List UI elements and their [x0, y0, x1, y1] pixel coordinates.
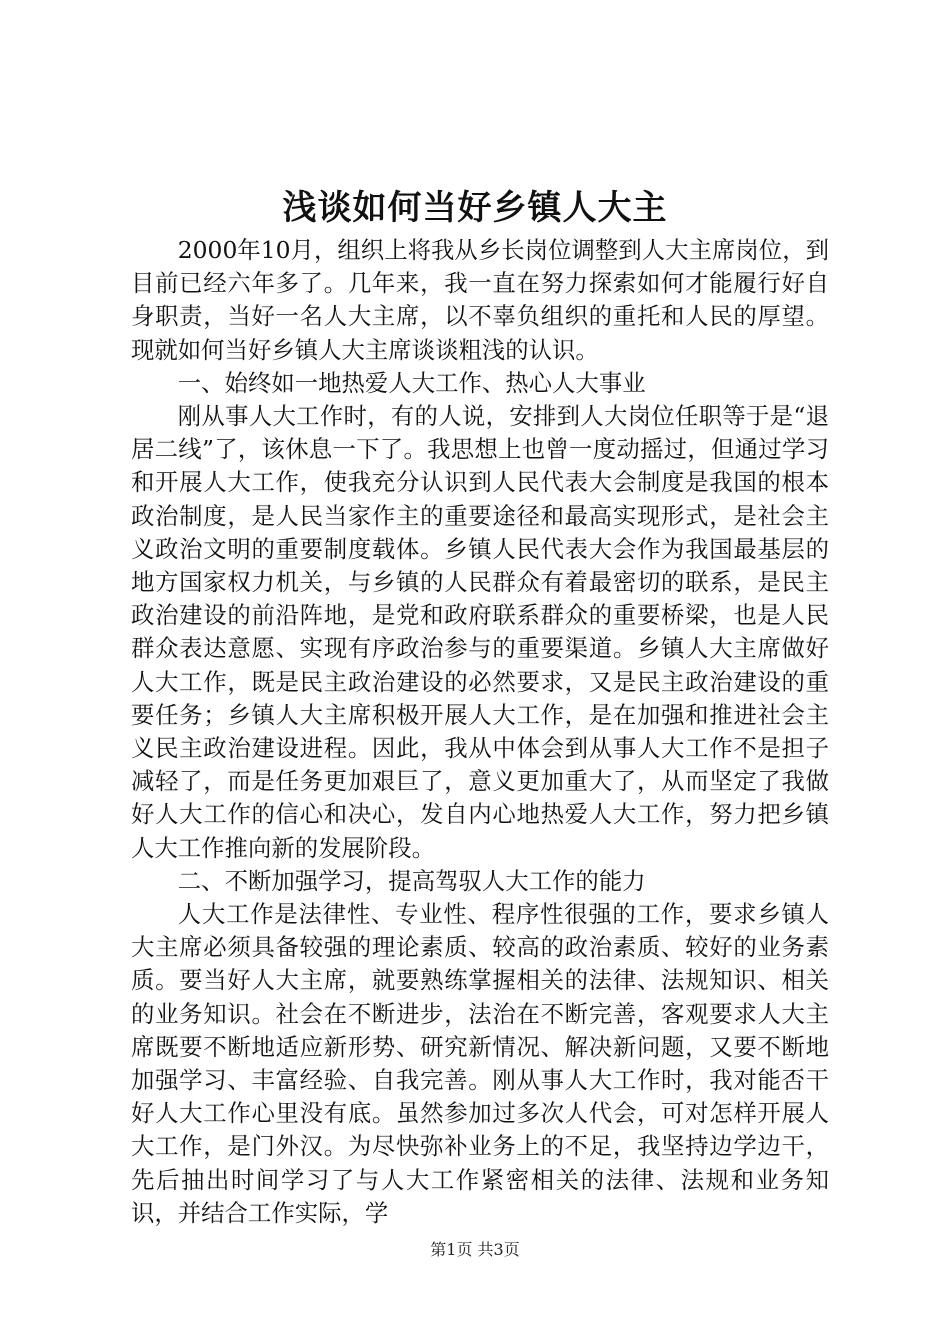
section-heading-2: 二、不断加强学习，提高驾驭人大工作的能力	[177, 866, 646, 895]
paragraph-intro: 2000年10月，组织上将我从乡长岗位调整到人大主席岗位，到目前已经六年多了。几年来，我一直在努力探索如何才能履行好自身职责，当好一名人大主席，以不辜负组织的重托和人民的厚望。现就如何当好乡镇人大主席谈谈粗浅的认识。	[131, 236, 829, 364]
paragraph-section-2: 人大工作是法律性、专业性、程序性很强的工作，要求乡镇人大主席必须具备较强的理论素质、较高的政治素质、较好的业务素质。要当好人大主席，就要熟练掌握相关的法律、法规知识、相关的业务知识。社会在不断进步，法治在不断完善，客观要求人大主席既要不断地适应新形势、研究新情况、解决新问题，又要不断地加强学习、丰富经验、自我完善。刚从事人大工作时，我对能否干好人大工作心里没有底。虽然参加过多次人代会，可对怎样开展人大工作，是门外汉。为尽快弥补业务上的不足，我坚持边学边干，先后抽出时间学习了与人大工作紧密相关的法律、法规和业务知识，并结合工作实际，学	[131, 900, 829, 1227]
page-footer: 第1页 共3页	[430, 1240, 520, 1259]
paragraph-section-1: 刚从事人大工作时，有的人说，安排到人大岗位任职等于是“退居二线”了，该休息一下了。我思想上也曾一度动摇过，但通过学习和开展人大工作，使我充分认识到人民代表大会制度是我国的根本政治制度，是人民当家作主的重要途径和最高实现形式，是社会主义政治文明的重要制度载体。乡镇人民代表大会作为我国最基层的地方国家权力机关，与乡镇的人民群众有着最密切的联系，是民主政治建设的前沿阵地，是党和政府联系群众的重要桥梁，也是人民群众表达意愿、实现有序政治参与的重要渠道。乡镇人大主席做好人大工作，既是民主政治建设的必然要求，又是民主政治建设的重要任务；乡镇人大主席积极开展人大工作，是在加强和推进社会主义民主政治建设进程。因此，我从中体会到从事人大工作不是担子减轻了，而是任务更加艰巨了，意义更加重大了，从而坚定了我做好人大工作的信心和决心，发自内心地热爱人大工作，努力把乡镇人大工作推向新的发展阶段。	[131, 402, 829, 862]
section-heading-1: 一、始终如一地热爱人大工作、热心人大事业	[177, 368, 646, 397]
document-body	[131, 234, 829, 1230]
document-title: 浅谈如何当好乡镇人大主	[282, 188, 668, 228]
